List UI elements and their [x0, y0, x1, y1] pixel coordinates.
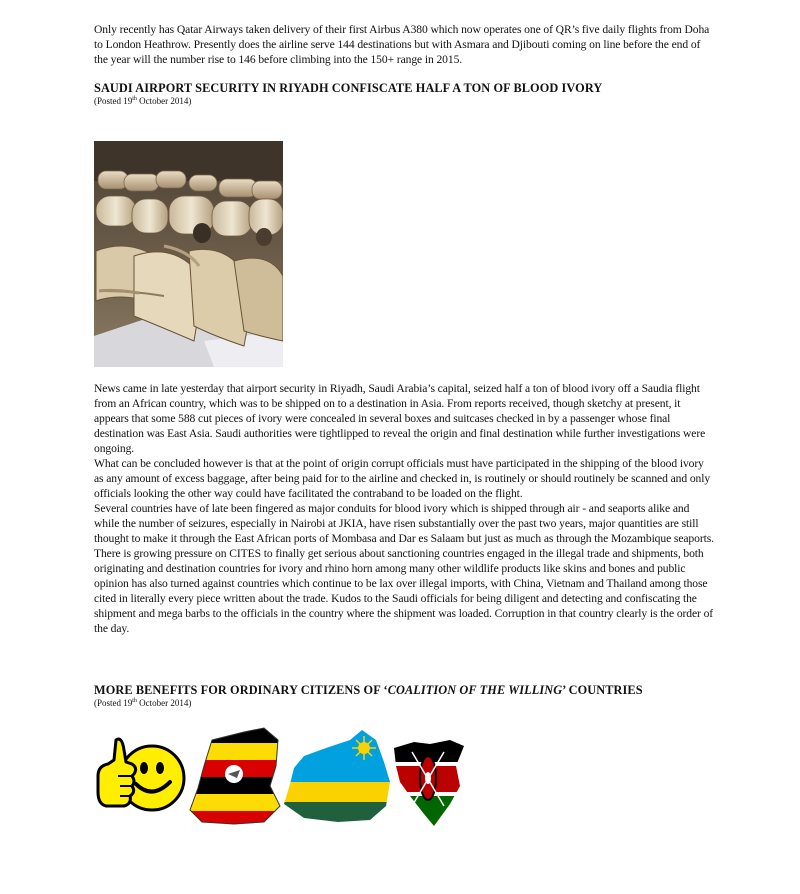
thumbs-up-icon [98, 739, 184, 810]
article-paragraph: There is growing pressure on CITES to finally get serious about sanctioning countries engaged in the illegal trade and shipments, both originating and destination countries for ivory and rhino horn among many other wildlife products like skins and bones and public opinion has also turned against countries which continue to be lax over illegal imports, with China, Vietnam and Thailand among those cited in literally every piece written about the trade. Kudos to the Saudi officials for being diligent and detecting and confiscating the shipment and mega barbs to the officials in the country where the shipment was loaded. Corruption in that country clearly is the order of the day. [94, 547, 714, 635]
article-body [94, 381, 714, 636]
article-paragraph: Several countries have of late been fingered as major conduits for blood ivory which is shipped through air - and seaports alike and while the number of seizures, especially in Nairobi at JKIA, have risen substantially over the past two years, major quantities are still thought to make it through the East African ports of Mombasa and Dar es Salaam but just as much as through the Mozambique seaports. [94, 502, 714, 545]
headline-after: ’ COUNTRIES [562, 683, 643, 697]
ivory-photo-image [94, 141, 283, 367]
posted-date-prefix: (Posted 19 [94, 698, 133, 708]
article-headline-coalition [94, 683, 714, 698]
headline-before: MORE BENEFITS FOR ORDINARY CITIZENS OF ‘ [94, 683, 388, 697]
article-headline-ivory: SAUDI AIRPORT SECURITY IN RIYADH CONFISCATE HALF A TON OF BLOOD IVORY [94, 81, 603, 95]
uganda-flag-icon [184, 726, 284, 828]
intro-paragraph: Only recently has Qatar Airways taken delivery of their first Airbus A380 which now operates one of QR’s five daily flights from Doha to London Heathrow. Presently does the airline serve 144 destinations but with Asmara and Djibouti coming on line before the end of the year will the number rise to 146 before climbing into the 150+ range in 2015. [94, 23, 710, 66]
posted-date-sup: th [132, 698, 137, 704]
article-paragraph: News came in late yesterday that airport security in Riyadh, Saudi Arabia’s capital, seized half a ton of blood ivory off a Saudia flight from an African country, which was to be shipped on to a destination in Asia. From reports received, though sketchy at present, it appears that some 588 cut pieces of ivory were concealed in several boxes and suitcases checked in by a passenger whose final destination was East Asia. Saudi authorities were tightlipped to reveal the origin and final destination while further investigations were ongoing. [94, 382, 706, 455]
posted-date-suffix: October 2014) [136, 698, 192, 708]
coalition-section [94, 683, 714, 709]
article-paragraph: What can be concluded however is that at the point of origin corrupt officials must have participated in the shipping of the blood ivory as any amount of excess baggage, after being paid for to the airline and checked in, is routinely or should routinely be scanned and only officials looking the other way could have facilitated the contraband to be loaded on the flight. [94, 457, 711, 500]
rwanda-flag-icon [279, 726, 394, 828]
flag-icons-row [94, 726, 474, 830]
posted-date [94, 698, 714, 709]
kenya-flag-icon [389, 726, 469, 830]
posted-date [94, 96, 714, 107]
ivory-photo [94, 141, 283, 367]
headline-italic: COALITION OF THE WILLING [387, 683, 563, 697]
posted-date-suffix: October 2014) [136, 96, 192, 106]
posted-date-sup: th [132, 96, 137, 102]
flag-icons [94, 726, 474, 830]
posted-date-prefix: (Posted 19 [94, 96, 133, 106]
page-content [94, 22, 714, 107]
